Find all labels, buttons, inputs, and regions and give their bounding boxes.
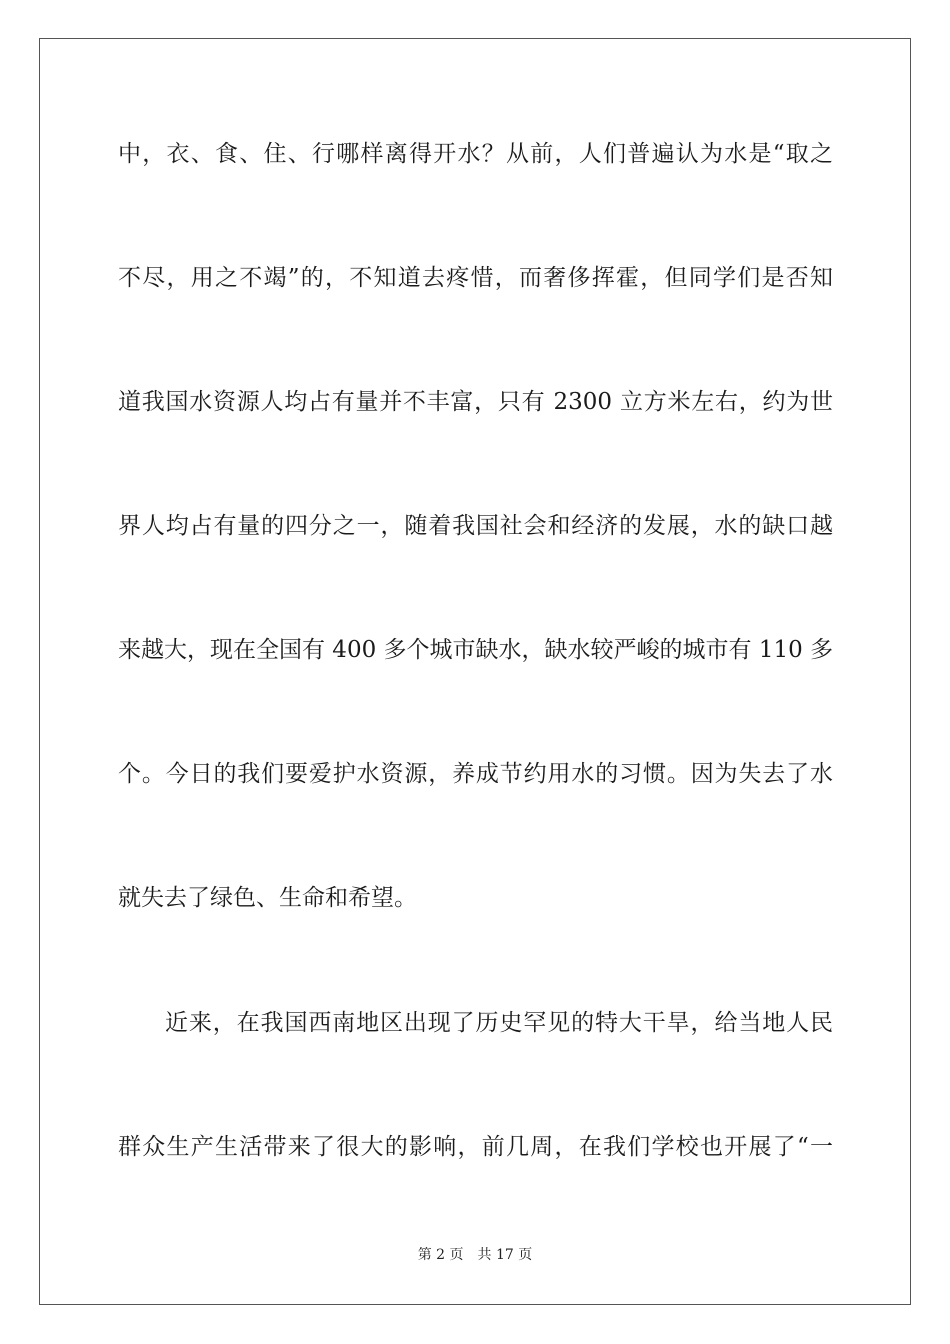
page-frame [39,38,911,1305]
body-text-line: 个。今日的我们要爱护水资源，养成节约用水的习惯。因为失去了水 [118,761,833,787]
page-number: 第 2 页 [417,1247,464,1263]
body-text-line: 中，衣、食、住、行哪样离得开水？从前，人们普遍认为水是“取之 [118,141,833,167]
page-total: 共 17 页 [477,1247,533,1263]
paragraph-first-line: 近来，在我国西南地区出现了历史罕见的特大干旱，给当地人民 [165,1010,833,1036]
body-text-line: 来越大，现在全国有 400 多个城市缺水，缺水较严峻的城市有 110 多 [118,637,833,663]
body-text-line: 界人均占有量的四分之一，随着我国社会和经济的发展，水的缺口越 [118,513,833,539]
body-text-line: 就失去了绿色、生命和希望。 [118,885,417,911]
body-text-line: 不尽，用之不竭”的，不知道去疼惜，而奢侈挥霍，但同学们是否知 [118,265,833,291]
body-text-line: 道我国水资源人均占有量并不丰富，只有 2300 立方米左右，约为世 [118,389,833,415]
page-footer [0,1245,950,1265]
body-text-line: 群众生产生活带来了很大的影响，前几周，在我们学校也开展了“一 [118,1134,833,1160]
